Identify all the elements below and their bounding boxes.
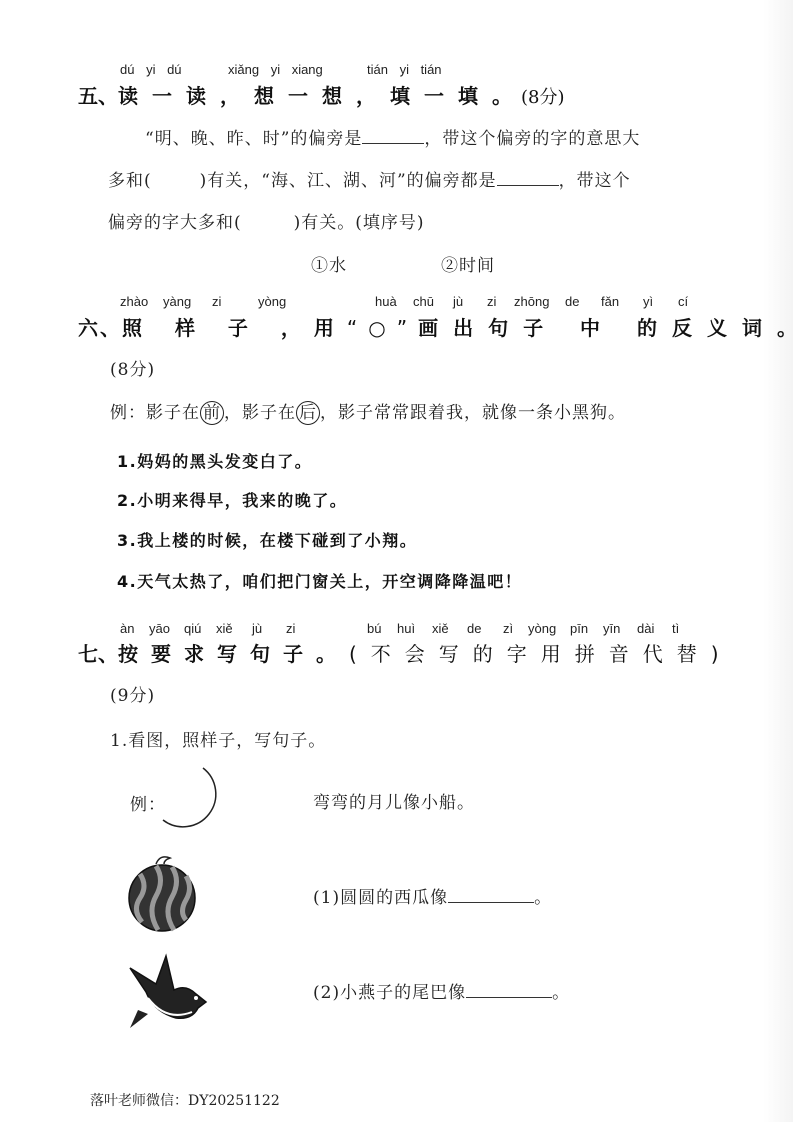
page-edge-shadow bbox=[763, 0, 793, 1122]
text: 偏旁的字大多和( bbox=[108, 213, 242, 233]
pinyin: huà bbox=[375, 294, 397, 309]
option-1: ①水 bbox=[311, 256, 347, 276]
answer-blank[interactable] bbox=[497, 169, 559, 186]
pinyin: zì bbox=[503, 621, 514, 636]
pinyin: bú bbox=[367, 621, 382, 636]
answer-blank[interactable] bbox=[362, 127, 424, 144]
pinyin: chū bbox=[413, 294, 434, 309]
text: ，带这个 bbox=[558, 171, 631, 191]
paragraph-line bbox=[145, 124, 640, 149]
pinyin: zi bbox=[286, 621, 296, 636]
heading-end: 。 bbox=[777, 316, 810, 340]
pinyin: yòng bbox=[528, 621, 557, 636]
text: 。 bbox=[552, 983, 571, 1003]
paragraph-line bbox=[108, 208, 425, 233]
section-heading bbox=[78, 312, 810, 341]
pinyin: xiě bbox=[216, 621, 233, 636]
pinyin: tián yi tián bbox=[367, 62, 442, 77]
sentence-item[interactable]: 2.小明来得早，我来的晚了。 bbox=[117, 491, 348, 510]
answer-blank[interactable] bbox=[448, 886, 534, 903]
pinyin: fǎn bbox=[601, 294, 620, 309]
pinyin: jù bbox=[453, 294, 464, 309]
pinyin: yòng bbox=[258, 294, 287, 309]
sentence-item[interactable]: 3.我上楼的时候，在楼下碰到了小翔。 bbox=[117, 531, 418, 550]
pinyin: yì bbox=[643, 294, 654, 309]
text: (2)小燕子的尾巴像 bbox=[313, 983, 467, 1003]
pinyin: zi bbox=[487, 294, 497, 309]
heading-text: 读一读，想一想，填一填 bbox=[118, 84, 492, 108]
pinyin: zhào bbox=[120, 294, 149, 309]
pinyin: jù bbox=[252, 621, 263, 636]
text: )有关，“海、江、湖、河”的偏旁都是 bbox=[199, 171, 497, 191]
sentence-item[interactable]: 1.妈妈的黑头发变白了。 bbox=[117, 452, 313, 471]
text: 多和( bbox=[108, 171, 152, 191]
swallow-image bbox=[126, 950, 212, 1030]
answer-blank[interactable] bbox=[466, 981, 552, 998]
sentence-item[interactable]: 4.天气太热了，咱们把门窗关上，开空调降降温吧！ bbox=[117, 572, 523, 591]
text: ，带这个偏旁的字的意思大 bbox=[424, 129, 641, 149]
pinyin: de bbox=[467, 621, 482, 636]
score: (9分) bbox=[110, 686, 156, 706]
heading-text: 画出句子 中 的反义词 bbox=[418, 316, 778, 340]
pinyin: yāo bbox=[149, 621, 170, 636]
text: (1)圆圆的西瓜像 bbox=[313, 888, 449, 908]
pinyin: xiě bbox=[432, 621, 449, 636]
circled-word: 后 bbox=[296, 401, 320, 425]
pinyin: huì bbox=[397, 621, 416, 636]
text: 。 bbox=[534, 888, 553, 908]
section-heading bbox=[78, 80, 565, 109]
heading-number: 六、 bbox=[78, 316, 122, 340]
crescent-moon-image bbox=[158, 765, 228, 835]
pinyin: yàng bbox=[163, 294, 192, 309]
task-instruction: 1.看图，照样子，写句子。 bbox=[110, 731, 327, 751]
example bbox=[110, 398, 626, 425]
pinyin: yīn bbox=[603, 621, 621, 636]
text: 例：影子在 bbox=[110, 403, 200, 423]
heading-number: 七、 bbox=[78, 642, 118, 666]
example-label: 例： bbox=[130, 795, 166, 815]
pinyin: àn bbox=[120, 621, 135, 636]
text: “明、晚、昨、时”的偏旁是 bbox=[145, 129, 363, 149]
option-2: ②时间 bbox=[441, 256, 495, 276]
score: (8分) bbox=[521, 87, 565, 108]
pinyin: de bbox=[565, 294, 580, 309]
paragraph-line bbox=[108, 166, 631, 191]
pinyin: zi bbox=[212, 294, 222, 309]
question-2 bbox=[313, 978, 570, 1003]
text: ，影子在 bbox=[224, 403, 296, 423]
pinyin: dài bbox=[637, 621, 655, 636]
circled-word: 前 bbox=[200, 401, 224, 425]
pinyin: dú yi dú bbox=[120, 62, 182, 77]
heading-number: 五、 bbox=[78, 84, 118, 108]
pinyin: zhōng bbox=[514, 294, 550, 309]
question-1 bbox=[313, 883, 552, 908]
heading-end: 。 bbox=[316, 642, 349, 666]
heading-end: 。 bbox=[492, 84, 521, 108]
circle-symbol: “○” bbox=[346, 316, 419, 340]
heading-text: 按要求写句子 bbox=[118, 642, 316, 666]
section-heading bbox=[78, 638, 733, 667]
pinyin: pīn bbox=[570, 621, 589, 636]
example-sentence: 弯弯的月儿像小船。 bbox=[313, 793, 475, 813]
watermelon-image bbox=[126, 852, 200, 932]
pinyin: tì bbox=[672, 621, 680, 636]
heading-text: 照 样 子 ，用 bbox=[122, 316, 347, 340]
pinyin: cí bbox=[678, 294, 689, 309]
text: )有关。(填序号) bbox=[293, 213, 425, 233]
score: (8分) bbox=[110, 360, 156, 380]
text: ，影子常常跟着我，就像一条小黑狗。 bbox=[320, 403, 626, 423]
pinyin: qiú bbox=[184, 621, 202, 636]
pinyin: xiǎng yi xiang bbox=[228, 62, 323, 77]
footer-watermark: 落叶老师微信：DY20251122 bbox=[90, 1093, 280, 1109]
heading-note: (不会写的字用拼音代替) bbox=[349, 642, 733, 666]
